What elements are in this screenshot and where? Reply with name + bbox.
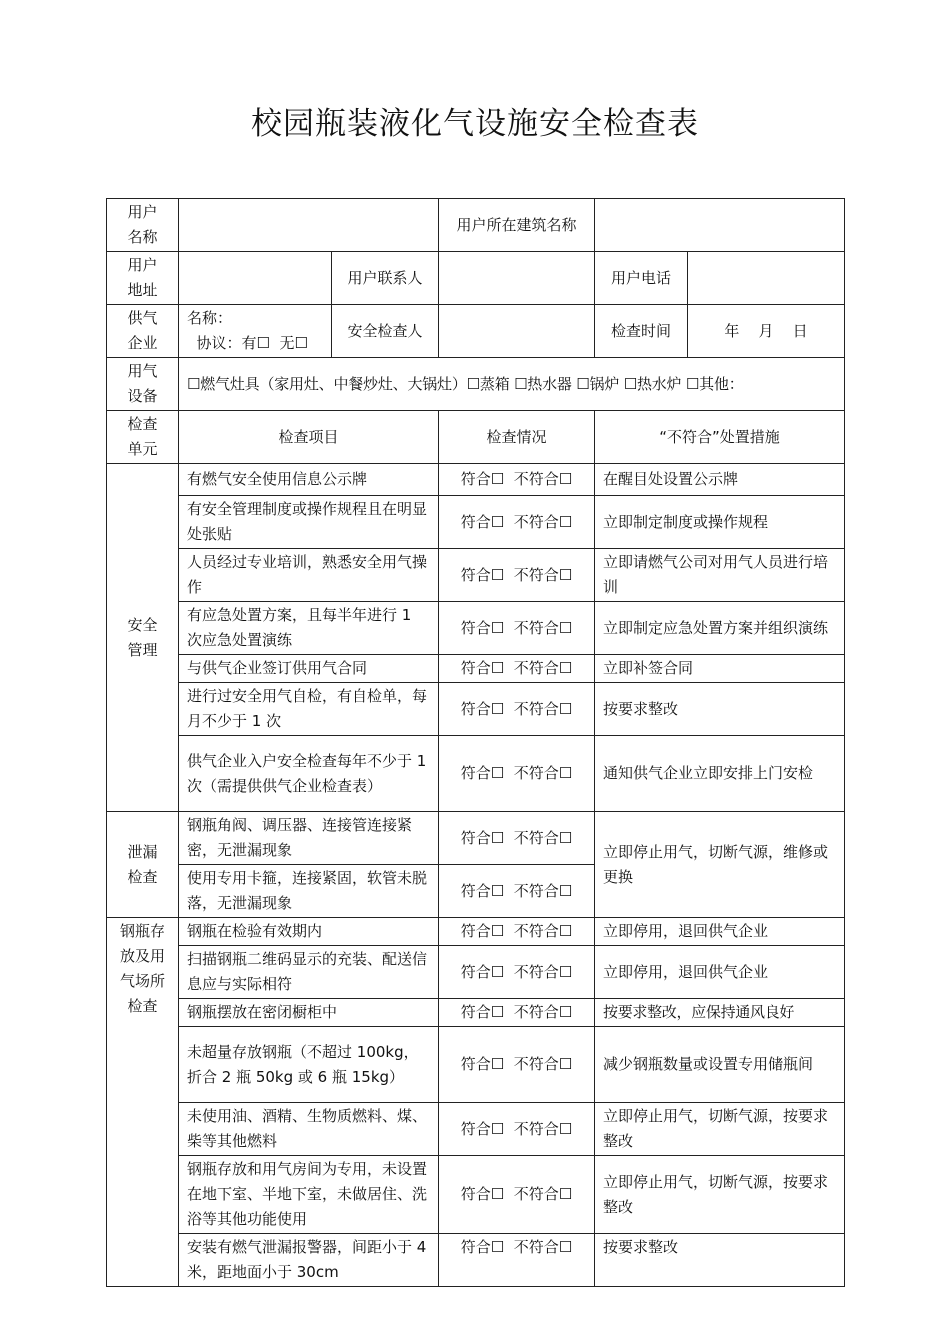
column-item-header: 检查项目 <box>179 411 439 464</box>
equipment-options[interactable]: ☐燃气灶具（家用灶、中餐炒灶、大锅灶）☐蒸箱 ☐热水器 ☐锅炉 ☐热水炉 ☐其他： <box>179 358 845 411</box>
measure-text: 按要求整改，应保持通风良好 <box>595 999 845 1027</box>
status-checkboxes[interactable]: 符合☐ 不符合☐ <box>439 655 595 683</box>
check-item: 钢瓶角阀、调压器、连接管连接紧密，无泄漏现象 <box>179 812 439 865</box>
inspector-value[interactable] <box>439 305 595 358</box>
check-item: 钢瓶在检验有效期内 <box>179 918 439 946</box>
check-item: 与供气企业签订供用气合同 <box>179 655 439 683</box>
table-row <box>107 812 845 865</box>
measure-text: 立即请燃气公司对用气人员进行培训 <box>595 549 845 602</box>
status-checkboxes[interactable]: 符合☐ 不符合☐ <box>439 946 595 999</box>
check-item: 有应急处置方案，且每半年进行 1 次应急处置演练 <box>179 602 439 655</box>
status-checkboxes[interactable]: 符合☐ 不符合☐ <box>439 602 595 655</box>
equipment-label: 用气 设备 <box>107 358 179 411</box>
check-item: 进行过安全用气自检，有自检单，每月不少于 1 次 <box>179 683 439 736</box>
column-header-row <box>107 411 845 464</box>
status-checkboxes[interactable]: 符合☐ 不符合☐ <box>439 999 595 1027</box>
table-row <box>107 999 845 1027</box>
measure-text: 立即制定制度或操作规程 <box>595 496 845 549</box>
supplier-row <box>107 305 845 358</box>
table-row <box>107 602 845 655</box>
section-unit-leak-check: 泄漏 检查 <box>107 812 179 918</box>
table-row <box>107 736 845 812</box>
table-row <box>107 549 845 602</box>
page-title: 校园瓶装液化气设施安全检查表 <box>251 106 699 142</box>
check-item: 人员经过专业培训，熟悉安全用气操作 <box>179 549 439 602</box>
measure-text: 减少钢瓶数量或设置专用储瓶间 <box>595 1027 845 1103</box>
table-row <box>107 1103 845 1156</box>
check-item: 未使用油、酒精、生物质燃料、煤、柴等其他燃料 <box>179 1103 439 1156</box>
status-checkboxes[interactable]: 符合☐ 不符合☐ <box>439 1027 595 1103</box>
check-item: 使用专用卡箍，连接紧固，软管未脱落，无泄漏现象 <box>179 865 439 918</box>
check-time-value[interactable]: 年 月 日 <box>688 305 845 358</box>
status-checkboxes[interactable]: 符合☐ 不符合☐ <box>439 496 595 549</box>
address-label: 用户 地址 <box>107 252 179 305</box>
check-time-label: 检查时间 <box>595 305 688 358</box>
table-row <box>107 655 845 683</box>
table-row <box>107 464 845 496</box>
status-checkboxes[interactable]: 符合☐ 不符合☐ <box>439 736 595 812</box>
status-checkboxes[interactable]: 符合☐ 不符合☐ <box>439 683 595 736</box>
measure-text: 立即制定应急处置方案并组织演练 <box>595 602 845 655</box>
status-checkboxes[interactable]: 符合☐ 不符合☐ <box>439 918 595 946</box>
address-value[interactable] <box>179 252 332 305</box>
check-item: 未超量存放钢瓶（不超过 100kg，折合 2 瓶 50kg 或 6 瓶 15kg） <box>179 1027 439 1103</box>
equipment-row <box>107 358 845 411</box>
check-item: 有安全管理制度或操作规程且在明显处张贴 <box>179 496 439 549</box>
section-unit-safety-management: 安全 管理 <box>107 464 179 812</box>
table-row <box>107 683 845 736</box>
check-item: 安装有燃气泄漏报警器，间距小于 4 米，距地面小于 30cm <box>179 1234 439 1287</box>
measure-text: 通知供气企业立即安排上门安检 <box>595 736 845 812</box>
check-item: 有燃气安全使用信息公示牌 <box>179 464 439 496</box>
phone-label: 用户电话 <box>595 252 688 305</box>
measure-text: 按要求整改 <box>595 1234 845 1287</box>
measure-text: 立即停用，退回供气企业 <box>595 918 845 946</box>
check-item: 钢瓶摆放在密闭橱柜中 <box>179 999 439 1027</box>
column-unit-header: 检查 单元 <box>107 411 179 464</box>
inspector-label: 安全检查人 <box>332 305 439 358</box>
agreement-checkboxes[interactable]: 协议：有☐ 无☐ <box>187 334 308 352</box>
measure-text: 在醒目处设置公示牌 <box>595 464 845 496</box>
status-checkboxes[interactable]: 符合☐ 不符合☐ <box>439 1156 595 1234</box>
check-item: 扫描钢瓶二维码显示的充装、配送信息应与实际相符 <box>179 946 439 999</box>
check-item: 供气企业入户安全检查每年不少于 1 次（需提供供气企业检查表） <box>179 736 439 812</box>
check-item: 钢瓶存放和用气房间为专用，未设置在地下室、半地下室，未做居住、洗浴等其他功能使用 <box>179 1156 439 1234</box>
inspection-table <box>106 198 845 1287</box>
user-name-row <box>107 199 845 252</box>
supplier-name-label: 名称： <box>187 309 233 327</box>
column-status-header: 检查情况 <box>439 411 595 464</box>
table-row <box>107 946 845 999</box>
address-row <box>107 252 845 305</box>
table-row <box>107 1234 845 1287</box>
table-row <box>107 918 845 946</box>
status-checkboxes[interactable]: 符合☐ 不符合☐ <box>439 812 595 865</box>
table-row <box>107 496 845 549</box>
user-name-value[interactable] <box>179 199 439 252</box>
measure-text: 立即停用，退回供气企业 <box>595 946 845 999</box>
status-checkboxes[interactable]: 符合☐ 不符合☐ <box>439 549 595 602</box>
status-checkboxes[interactable]: 符合☐ 不符合☐ <box>439 464 595 496</box>
contact-label: 用户联系人 <box>332 252 439 305</box>
measure-text: 立即停止用气，切断气源，按要求整改 <box>595 1156 845 1234</box>
building-name-value[interactable] <box>595 199 845 252</box>
section-unit-cylinder-storage: 钢瓶存 放及用 气场所 检查 <box>107 918 179 1287</box>
table-row <box>107 1027 845 1103</box>
supplier-label: 供气 企业 <box>107 305 179 358</box>
measure-text: 按要求整改 <box>595 683 845 736</box>
column-measure-header: “不符合”处置措施 <box>595 411 845 464</box>
measure-text: 立即停止用气，切断气源，维修或更换 <box>595 812 845 918</box>
table-row <box>107 1156 845 1234</box>
status-checkboxes[interactable]: 符合☐ 不符合☐ <box>439 1234 595 1287</box>
status-checkboxes[interactable]: 符合☐ 不符合☐ <box>439 865 595 918</box>
status-checkboxes[interactable]: 符合☐ 不符合☐ <box>439 1103 595 1156</box>
phone-value[interactable] <box>688 252 845 305</box>
building-name-label: 用户所在建筑名称 <box>439 199 595 252</box>
measure-text: 立即补签合同 <box>595 655 845 683</box>
measure-text: 立即停止用气，切断气源，按要求整改 <box>595 1103 845 1156</box>
contact-value[interactable] <box>439 252 595 305</box>
supplier-info <box>179 305 332 358</box>
user-name-label: 用户 名称 <box>107 199 179 252</box>
